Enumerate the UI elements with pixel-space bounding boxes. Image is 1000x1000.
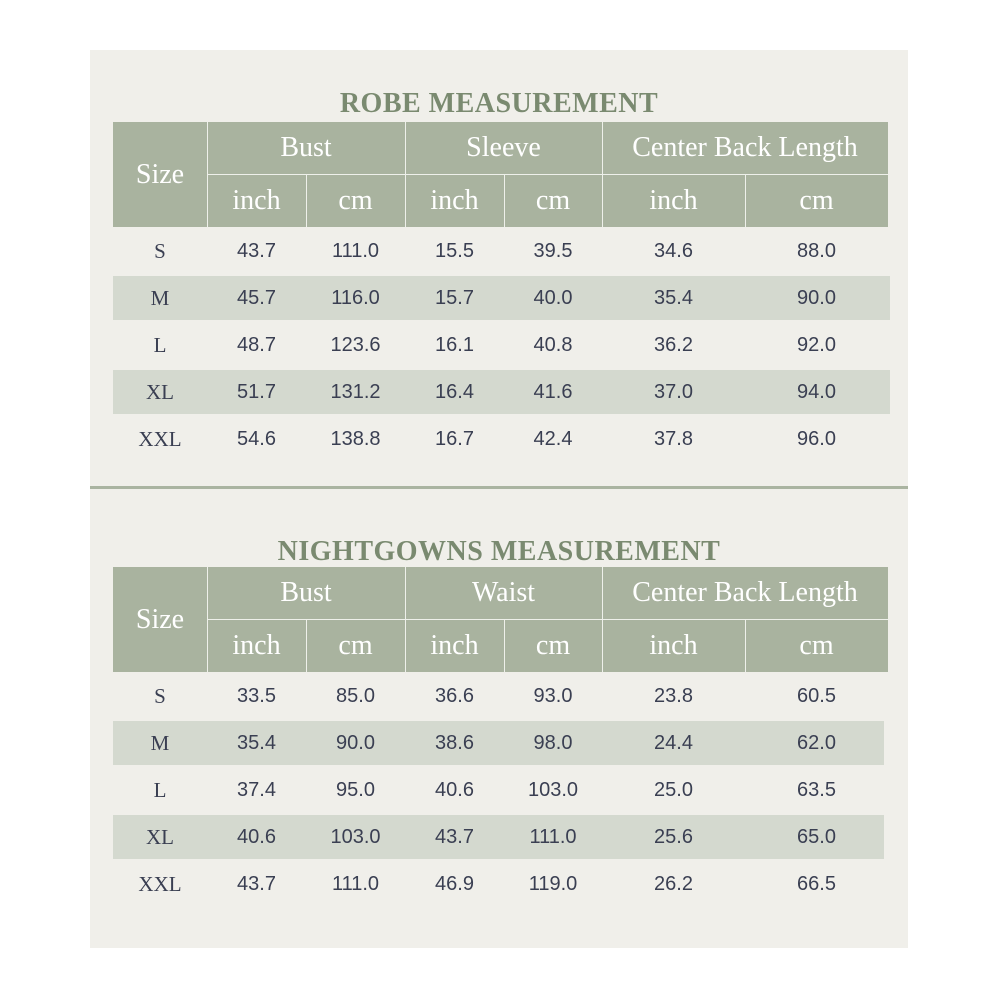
value-cell: 94.0 [797,380,836,403]
robe-table-row [113,370,890,414]
value-cell: 43.7 [435,825,474,848]
value-cell: 23.8 [654,684,693,707]
robe-header-divider [602,122,603,227]
value-cell: 66.5 [797,872,836,895]
value-cell: 62.0 [797,731,836,754]
value-cell: 15.7 [435,286,474,309]
size-cell: XXL [138,426,182,451]
value-cell: 40.6 [237,825,276,848]
size-cell: S [154,238,166,263]
value-cell: 85.0 [336,684,375,707]
nightgown-header-group: Center Back Length [632,577,858,608]
size-cell: M [150,730,170,755]
size-cell: L [153,332,167,357]
value-cell: 116.0 [331,286,380,309]
robe-header-unit: cm [338,184,373,216]
nightgown-table-row [113,721,884,765]
value-cell: 45.7 [237,286,276,309]
robe-table-row [113,229,890,273]
size-cell: XL [146,824,174,849]
nightgown-header-unit: inch [232,629,281,661]
value-cell: 43.7 [237,239,276,262]
value-cell: 48.7 [237,333,276,356]
value-cell: 92.0 [797,333,836,356]
size-cell: XXL [138,871,182,896]
robe-header-unit: cm [799,184,834,216]
nightgown-header-divider [405,567,406,672]
robe-header-unit: inch [232,184,281,216]
value-cell: 43.7 [237,872,276,895]
nightgown-header-size: Size [135,603,185,635]
value-cell: 37.0 [654,380,693,403]
value-cell: 131.2 [330,380,381,403]
nightgown-header-divider [207,619,888,620]
robe-header-divider [405,122,406,227]
value-cell: 40.8 [533,333,573,356]
value-cell: 39.5 [533,239,573,262]
nightgown-table-title: NIGHTGOWNS MEASUREMENT [277,536,721,567]
robe-header-group: Center Back Length [632,132,858,163]
nightgown-header-unit: inch [430,629,479,661]
value-cell: 41.6 [533,380,573,403]
robe-header-divider [504,174,505,227]
value-cell: 103.0 [330,825,381,848]
nightgown-header-unit: cm [535,629,571,661]
value-cell: 25.6 [654,825,693,848]
robe-table-row [113,276,890,320]
value-cell: 16.4 [435,380,474,403]
nightgown-table-row [113,862,884,906]
value-cell: 95.0 [336,778,375,801]
nightgown-table-row [113,768,884,812]
robe-header-divider [207,174,888,175]
robe-table-row [113,417,890,461]
value-cell: 26.2 [654,872,693,895]
value-cell: 111.0 [529,825,577,848]
value-cell: 123.6 [330,333,381,356]
nightgown-table-row [113,815,884,859]
nightgown-header-divider [745,619,746,672]
robe-header-divider [207,122,208,227]
value-cell: 93.0 [533,684,573,707]
value-cell: 37.8 [654,427,693,450]
value-cell: 103.0 [527,778,579,801]
robe-header-group: Sleeve [466,132,541,163]
value-cell: 15.5 [435,239,474,262]
value-cell: 96.0 [797,427,836,450]
nightgown-header-unit: cm [799,629,834,661]
value-cell: 35.4 [237,731,276,754]
value-cell: 88.0 [797,239,836,262]
nightgown-header-unit: cm [338,629,373,661]
value-cell: 90.0 [336,731,375,754]
value-cell: 38.6 [435,731,474,754]
robe-header-unit: cm [535,184,571,216]
value-cell: 119.0 [528,872,578,895]
value-cell: 33.5 [237,684,276,707]
value-cell: 34.6 [654,239,693,262]
nightgown-header-divider [504,619,505,672]
value-cell: 65.0 [797,825,836,848]
value-cell: 60.5 [797,684,836,707]
nightgown-table-row [113,674,884,718]
value-cell: 98.0 [533,731,573,754]
value-cell: 24.4 [654,731,693,754]
value-cell: 51.7 [237,380,276,403]
robe-table-row [113,323,890,367]
nightgown-header-divider [306,619,307,672]
size-cell: L [153,777,167,802]
value-cell: 25.0 [654,778,693,801]
value-cell: 63.5 [797,778,836,801]
section-divider [90,486,908,489]
value-cell: 46.9 [435,872,474,895]
value-cell: 111.0 [331,872,380,895]
value-cell: 111.0 [331,239,380,262]
nightgown-header-divider [207,567,208,672]
robe-header-divider [745,174,746,227]
value-cell: 138.8 [330,427,381,450]
value-cell: 35.4 [654,286,693,309]
size-cell: XL [146,379,174,404]
nightgown-header-group: Waist [471,577,536,608]
nightgown-header-divider [602,567,603,672]
value-cell: 36.6 [435,684,474,707]
value-cell: 90.0 [797,286,836,309]
size-cell: S [154,683,166,708]
nightgown-header-unit: inch [649,629,698,661]
value-cell: 37.4 [237,778,276,801]
robe-header-unit: inch [430,184,479,216]
robe-table-title: ROBE MEASUREMENT [339,88,659,119]
value-cell: 40.6 [435,778,474,801]
value-cell: 36.2 [654,333,693,356]
robe-header-unit: inch [649,184,698,216]
value-cell: 54.6 [237,427,276,450]
robe-header-divider [306,174,307,227]
robe-header-size: Size [135,158,185,190]
value-cell: 16.7 [435,427,474,450]
nightgown-header-group: Bust [280,577,332,608]
value-cell: 40.0 [533,286,573,309]
size-cell: M [150,285,170,310]
value-cell: 16.1 [435,333,474,356]
size-chart-panel [90,50,908,948]
robe-header-group: Bust [280,132,332,163]
value-cell: 42.4 [533,427,573,450]
